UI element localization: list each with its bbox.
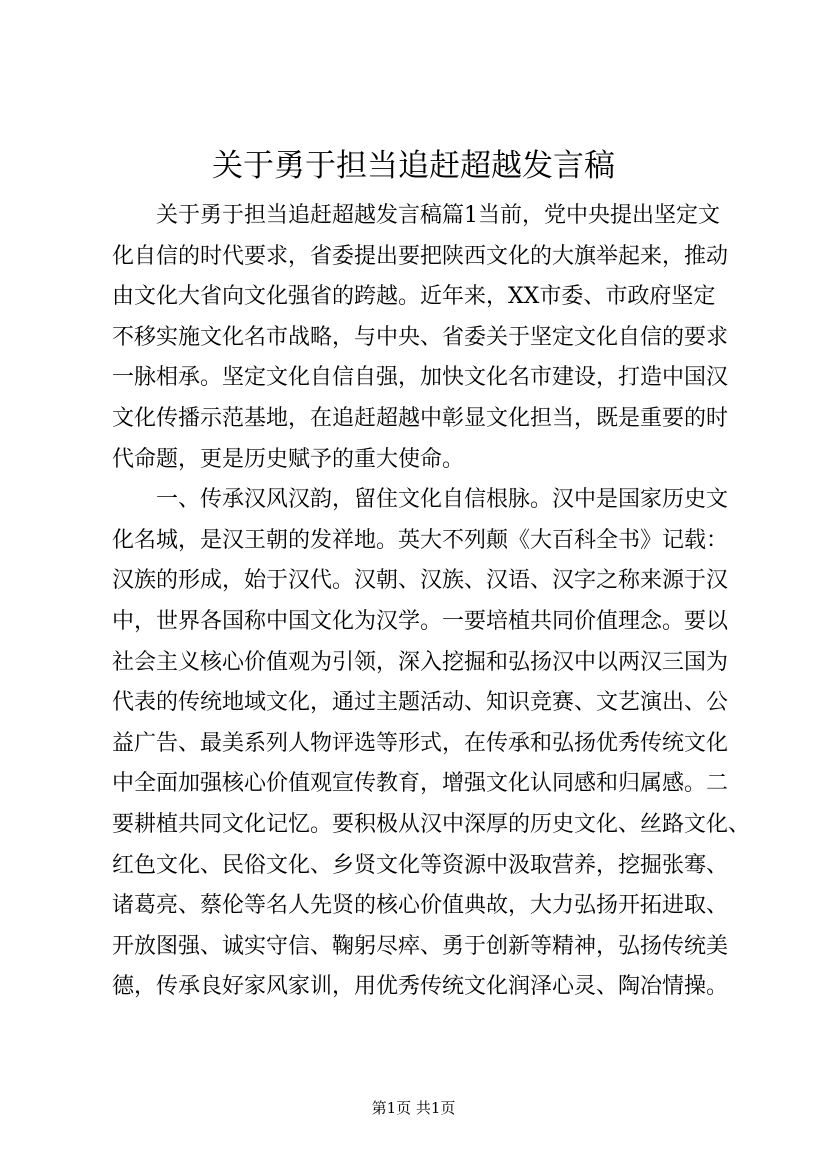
paragraph-2-line-10: 红色文化、民俗文化、乡贤文化等资源中汲取营养，挖掘张骞、 [112, 852, 729, 878]
paragraph-2-line-7: 益广告、最美系列人物评选等形式，在传承和弘扬优秀传统文化 [112, 730, 729, 756]
paragraph-1-line-3: 由文化大省向文化强省的跨越。近年来，XX市委、市政府坚定 [112, 284, 716, 310]
paragraph-2-line-3: 汉族的形成，始于汉代。汉朝、汉族、汉语、汉字之称来源于汉 [112, 568, 729, 594]
page-number-footer: 第1页 共1页 [371, 1099, 456, 1117]
paragraph-2-line-8: 中全面加强核心价值观宣传教育，增强文化认同感和归属感。二 [112, 771, 729, 797]
paragraph-2-line-11: 诸葛亮、蔡伦等名人先贤的核心价值典故，大力弘扬开拓进取、 [112, 893, 729, 919]
paragraph-1-line-7: 代命题，更是历史赋予的重大使命。 [112, 446, 465, 472]
paragraph-2-line-1: 一、传承汉风汉韵，留住文化自信根脉。汉中是国家历史文 [156, 487, 729, 513]
paragraph-2-line-4: 中，世界各国称中国文化为汉学。一要培植共同价值理念。要以 [112, 608, 729, 634]
paragraph-1-line-6: 文化传播示范基地，在追赶超越中彰显文化担当，既是重要的时 [112, 405, 729, 431]
paragraph-1-line-4: 不移实施文化名市战略，与中央、省委关于坚定文化自信的要求 [112, 324, 729, 350]
paragraph-2-line-6: 代表的传统地域文化，通过主题活动、知识竞赛、文艺演出、公 [112, 690, 729, 716]
paragraph-2-line-13: 德，传承良好家风家训，用优秀传统文化润泽心灵、陶冶情操。 [112, 974, 729, 1000]
paragraph-1-line-2: 化自信的时代要求，省委提出要把陕西文化的大旗举起来，推动 [112, 243, 729, 269]
paragraph-2-line-5: 社会主义核心价值观为引领，深入挖掘和弘扬汉中以两汉三国为 [112, 649, 729, 675]
paragraph-2-line-12: 开放图强、诚实守信、鞠躬尽瘁、勇于创新等精神，弘扬传统美 [112, 933, 729, 959]
paragraph-1-line-5: 一脉相承。坚定文化自信自强，加快文化名市建设，打造中国汉 [112, 365, 729, 391]
document-body [112, 196, 751, 1008]
document-title: 关于勇于担当追赶超越发言稿 [212, 148, 615, 184]
paragraph-1-line-1: 关于勇于担当追赶超越发言稿篇1当前，党中央提出坚定文 [156, 203, 720, 228]
paragraph-2-line-2: 化名城，是汉王朝的发祥地。英大不列颠《大百科全书》记载： [112, 527, 729, 553]
paragraph-2-line-9: 要耕植共同文化记忆。要积极从汉中深厚的历史文化、丝路文化、 [112, 811, 751, 837]
